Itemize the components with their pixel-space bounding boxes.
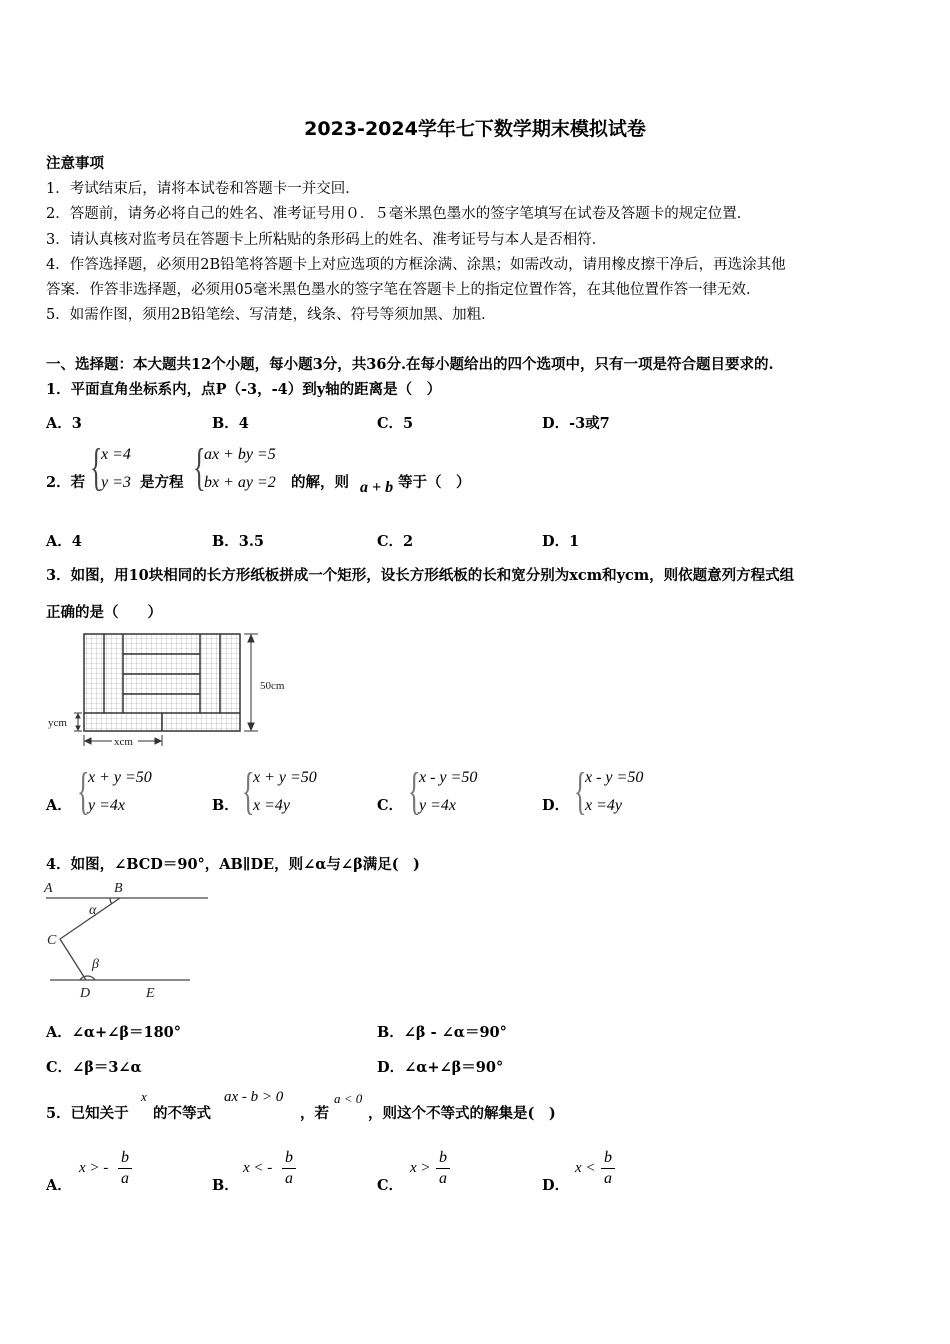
question-2-lead: 2．若 [46,474,86,491]
q5-option-a-fraction [118,1149,132,1188]
notice-line: 3．请认真核对监考员在答题卡上所粘贴的条形码上的姓名、准考证号与本人是否相符． [46,232,607,248]
y-width-label: ycm [48,717,67,729]
notice-line: 2．答题前，请务必将自己的姓名、准考证号用０．５毫米黑色墨水的签字笔填写在试卷及答题卡的规定位置． [46,206,752,222]
q5-option-b-lhs: x < - [243,1160,273,1176]
parallel-lines-figure [40,876,220,1006]
left-brace: { [90,439,103,496]
question-5-lead: 5．已知关于 [46,1105,129,1122]
question-2-tail-2: 等于（ ） [398,474,471,491]
q3-option-b-eq2: x =4y [253,797,290,814]
q2-sys1-eq1: x =4 [101,446,131,463]
q5-option-a-letter[interactable]: A． [46,1177,72,1194]
q5-option-d-letter[interactable]: D． [542,1177,570,1194]
notice-line: 答案．作答非选择题，必须用05毫米黑色墨水的签字笔在答题卡上的指定位置作答，在其他位置作答一律无效． [46,282,761,298]
q5-condition: a < 0 [334,1091,363,1106]
question-2-mid: 是方程 [140,474,184,491]
question-4-stem: 4．如图，∠BCD＝90°，AB∥DE，则∠α与∠β满足( ) [46,856,420,873]
left-brace: { [193,439,206,496]
q5-variable: x [141,1089,147,1104]
q4-option-c[interactable]: C．∠β＝3∠α [46,1059,142,1076]
left-brace: { [574,763,587,820]
denominator: a [121,1170,129,1187]
q5-option-a-lhs: x > - [79,1160,109,1176]
rectangle-tiling-figure [46,628,286,753]
numerator: b [285,1149,293,1166]
q3-option-a-eq2: y =4x [88,797,125,814]
beta-label: β [92,957,99,972]
q2-option-d[interactable]: D．1 [542,533,580,550]
q5-option-c-fraction [436,1149,450,1188]
question-1-stem: 1．平面直角坐标系内，点P（-3，-4）到y轴的距离是（ ） [46,381,442,398]
question-5-mid: 的不等式 [153,1105,211,1122]
fraction-bar [282,1168,296,1169]
notice-line: 5．如需作图，须用2B铅笔绘、写清楚，线条、符号等须加黑、加粗． [46,307,496,323]
q2-sys2-eq2: bx + ay =2 [204,474,276,491]
q5-option-d-fraction [601,1149,615,1188]
page-title: 2023-2024学年七下数学期末模拟试卷 [304,118,646,140]
question-2-tail: 的解，则 [291,474,349,491]
q3-option-c-eq1: x - y =50 [419,769,478,786]
q2-option-a[interactable]: A．4 [46,533,82,550]
denominator: a [604,1170,612,1187]
q3-option-b-eq1: x + y =50 [253,769,317,786]
numerator: b [439,1149,447,1166]
denominator: a [285,1170,293,1187]
q3-option-c-eq2: y =4x [419,797,456,814]
notice-heading: 注意事项 [46,155,104,172]
height-label: 50cm [260,680,285,692]
left-brace: { [408,763,421,820]
numerator: b [121,1149,129,1166]
alpha-label: α [89,903,97,918]
notice-line: 4．作答选择题，必须用2B铅笔将答题卡上对应选项的方框涂满、涂黑；如需改动，请用橡皮擦干净后，再选涂其他 [46,257,786,273]
q4-option-a[interactable]: A．∠α+∠β＝180° [46,1024,182,1041]
q5-option-b-fraction [282,1149,296,1188]
q4-option-d[interactable]: D．∠α+∠β＝90° [377,1059,504,1076]
q2-expression: a + b [360,479,394,496]
q5-option-d-lhs: x < [575,1160,596,1176]
q1-option-c[interactable]: C．5 [377,415,414,432]
notice-line: 1．考试结束后，请将本试卷和答题卡一并交回． [46,181,360,197]
q1-option-b[interactable]: B．4 [212,415,249,432]
point-a-label: A [44,881,53,896]
q5-inequality: ax - b > 0 [224,1089,284,1105]
question-5-comma: ，若 [300,1105,329,1122]
q5-option-c-lhs: x > [410,1160,431,1176]
section-heading: 一、选择题：本大题共12个小题，每小题3分，共36分.在每小题给出的四个选项中，只有一项是符合题目要求的. [46,356,774,373]
q1-option-a[interactable]: A．3 [46,415,82,432]
point-b-label: B [114,881,123,896]
left-brace: { [242,763,255,820]
q5-option-c-letter[interactable]: C． [377,1177,404,1194]
numerator: b [604,1149,612,1166]
q3-option-d-eq1: x - y =50 [585,769,644,786]
q3-option-d-letter[interactable]: D． [542,797,570,814]
q2-sys1-eq2: y =3 [101,474,131,491]
q5-option-b-letter[interactable]: B． [212,1177,239,1194]
point-c-label: C [47,933,57,948]
q1-option-d[interactable]: D．-3或7 [542,415,610,432]
q3-option-a-eq1: x + y =50 [88,769,152,786]
question-3-stem: 3．如图，用10块相同的长方形纸板拼成一个矩形，设长方形纸板的长和宽分别为xcm和ycm，则依题意列方程式组 [46,567,795,584]
q2-option-c[interactable]: C．2 [377,533,414,550]
x-length-label: xcm [114,736,133,748]
q3-option-c-letter[interactable]: C． [377,797,404,814]
fraction-bar [118,1168,132,1169]
fraction-bar [436,1168,450,1169]
question-3-stem-2: 正确的是（ ） [46,604,162,621]
denominator: a [439,1170,447,1187]
question-5-tail: ，则这个不等式的解集是( ) [368,1105,556,1122]
q2-option-b[interactable]: B．3.5 [212,533,264,550]
point-e-label: E [146,986,155,1001]
q4-option-b[interactable]: B．∠β - ∠α＝90° [377,1024,507,1041]
left-brace: { [77,763,90,820]
q3-option-a-letter[interactable]: A． [46,797,72,814]
point-d-label: D [80,986,91,1001]
fraction-bar [601,1168,615,1169]
q3-option-d-eq2: x =4y [585,797,622,814]
q2-sys2-eq1: ax + by =5 [204,446,276,463]
q3-option-b-letter[interactable]: B． [212,797,239,814]
